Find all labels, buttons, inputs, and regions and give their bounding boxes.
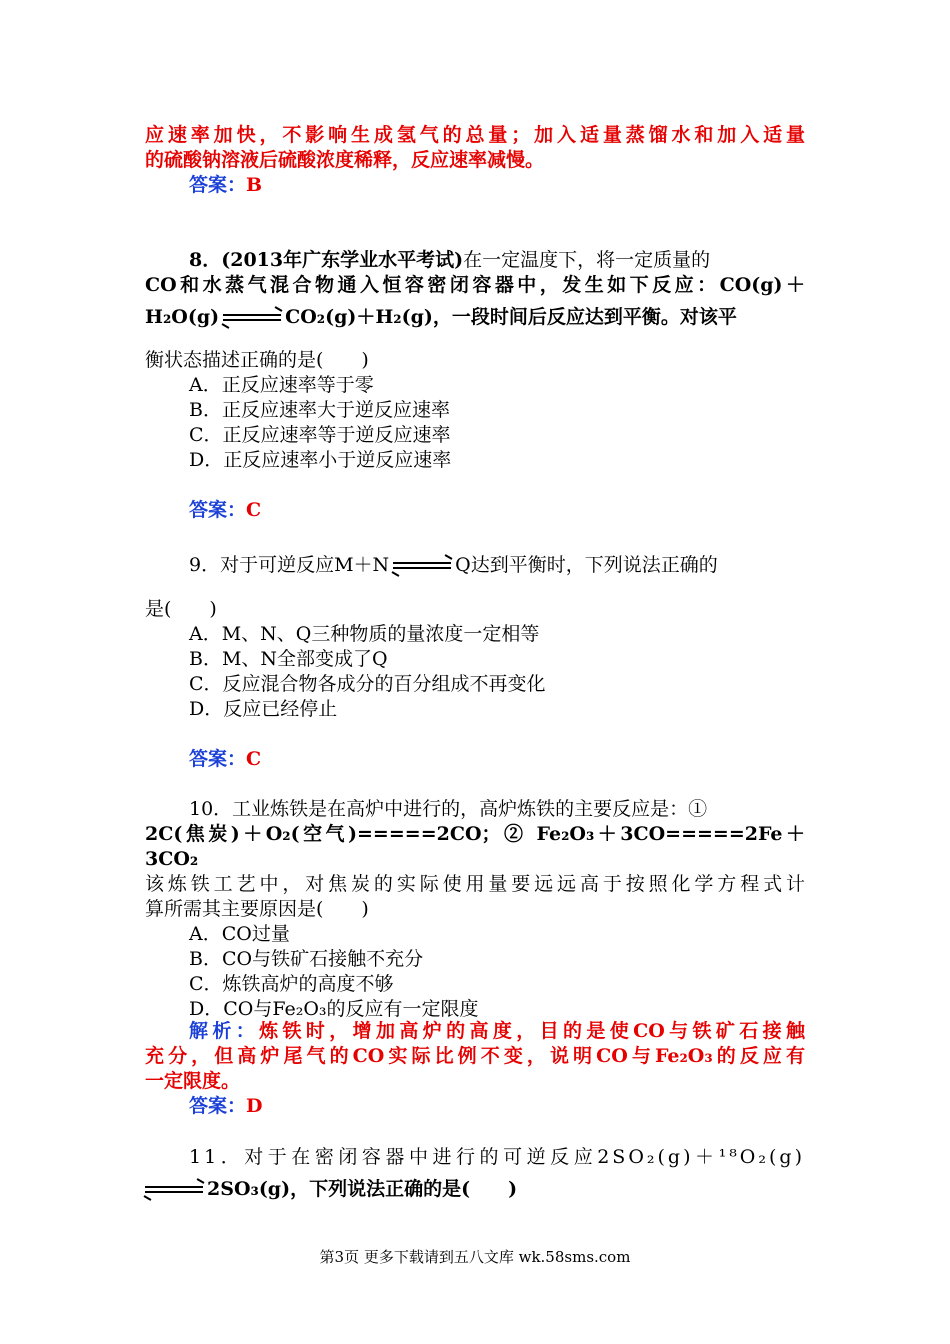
answer-value: C	[246, 499, 262, 521]
question-8-body	[145, 348, 805, 473]
equation-right: CO₂(g)＋H₂(g)，一段时间后反应达到平衡。对该平	[285, 306, 737, 328]
option: D．CO与Fe₂O₃的反应有一定限度	[189, 998, 479, 1020]
question-11	[145, 1145, 805, 1170]
option: B．正反应速率大于逆反应速率	[189, 399, 450, 421]
question-source: (2013年广东学业水平考试)	[221, 249, 464, 271]
question-line	[145, 1177, 805, 1202]
question-line: 11．对于在密闭容器中进行的可逆反应2SO₂(g)＋¹⁸O₂(g)	[189, 1146, 805, 1168]
question-line	[145, 553, 805, 578]
answer	[145, 498, 805, 523]
option: C．反应混合物各成分的百分组成不再变化	[189, 673, 546, 695]
answer	[145, 747, 805, 772]
equation-left: H₂O(g)	[145, 306, 220, 328]
question-line: CO和水蒸气混合物通入恒容密闭容器中，发生如下反应：CO(g)＋	[145, 274, 805, 296]
explain-line: 一定限度。	[145, 1070, 241, 1092]
answer-label: 答案：	[189, 499, 247, 521]
reversible-arrow-icon	[145, 1184, 203, 1196]
option: A．M、N、Q三种物质的量浓度一定相等	[189, 623, 540, 645]
reversible-arrow-icon	[223, 312, 281, 324]
option: D．正反应速率小于逆反应速率	[189, 449, 452, 471]
equation-right: 2SO₃(g)，下列说法正确的是( )	[207, 1178, 518, 1200]
question-text: Q达到平衡时，下列说法正确的	[455, 554, 718, 576]
option: C．炼铁高炉的高度不够	[189, 973, 394, 995]
question-line: 是( )	[145, 598, 217, 620]
answer	[145, 173, 805, 198]
question-10-explanation	[145, 1019, 805, 1119]
option: C．正反应速率等于逆反应速率	[189, 424, 451, 446]
explain-line	[145, 1019, 805, 1044]
question-line: 该炼铁工艺中，对焦炭的实际使用量要远远高于按照化学方程式计	[145, 873, 805, 895]
option: B．M、N全部变成了Q	[189, 648, 388, 670]
option: A．正反应速率等于零	[189, 374, 374, 396]
explain-text: 炼铁时，增加高炉的高度，目的是使CO与铁矿石接触	[259, 1020, 805, 1042]
question-number: 8．	[189, 249, 222, 271]
question-10	[145, 797, 805, 1022]
reversible-arrow-icon	[393, 560, 451, 572]
answer-value: C	[246, 748, 262, 770]
question-8	[145, 248, 805, 298]
option: B．CO与铁矿石接触不充分	[189, 948, 424, 970]
option: A．CO过量	[189, 923, 290, 945]
question-line	[145, 305, 805, 330]
question-8-equation-line	[145, 305, 805, 330]
question-line: 2C(焦炭)＋O₂(空气)=====2CO；② Fe₂O₃＋3CO=====2Fe＋3CO₂	[145, 823, 805, 870]
question-line: 算所需其主要原因是( )	[145, 898, 369, 920]
answer-label: 答案：	[189, 748, 247, 770]
answer-value: B	[246, 174, 263, 196]
question-8-answer	[145, 498, 805, 523]
question-9-body	[145, 597, 805, 722]
question-line	[145, 248, 805, 273]
option: D．反应已经停止	[189, 698, 338, 720]
question-line: 10．工业炼铁是在高炉中进行的，高炉炼铁的主要反应是：①	[189, 798, 708, 820]
question-line: 衡状态描述正确的是( )	[145, 349, 369, 371]
question-9	[145, 553, 805, 578]
question-11-line2	[145, 1177, 805, 1202]
page-footer: 第3页 更多下载请到五八文库 wk.58sms.com	[319, 1248, 631, 1266]
explain-label: 解析：	[189, 1020, 260, 1042]
answer-label: 答案：	[189, 1095, 247, 1117]
answer-label: 答案：	[189, 174, 247, 196]
explain-line: 应速率加快，不影响生成氢气的总量；加入适量蒸馏水和加入适量	[145, 124, 805, 146]
answer	[145, 1094, 805, 1119]
q7-explanation	[145, 123, 805, 198]
explain-line: 充分，但高炉尾气的CO实际比例不变，说明CO与Fe₂O₃的反应有	[145, 1045, 805, 1067]
explain-line: 的硫酸钠溶液后硫酸浓度稀释，反应速率减慢。	[145, 149, 545, 171]
question-text: 在一定温度下，将一定质量的	[463, 249, 711, 271]
question-9-answer	[145, 747, 805, 772]
answer-value: D	[246, 1095, 263, 1117]
question-text: 9．对于可逆反应M＋N	[189, 554, 390, 576]
